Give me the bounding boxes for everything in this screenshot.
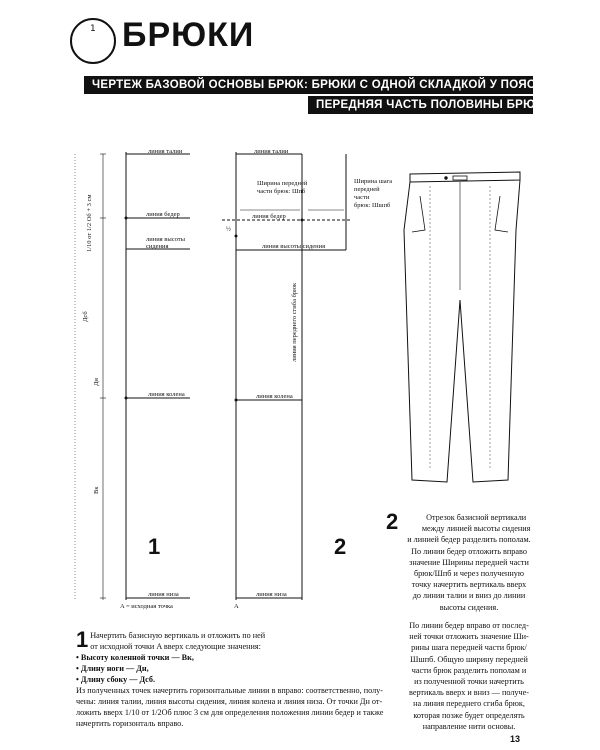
step2-line: вертикаль вверх и вниз — получе- <box>409 688 529 698</box>
d2-width-front-1: Ширина передней <box>257 180 308 187</box>
subtitle-bar-2: ПЕРЕДНЯЯ ЧАСТЬ ПОЛОВИНЫ БРЮК <box>308 96 533 114</box>
step2-line: рины шага передней части брюк/ <box>411 643 527 653</box>
step1-list <box>76 652 396 685</box>
d2-width-step-1: Ширина шага <box>354 178 393 185</box>
step1-intro-1: Начертить базисную вертикаль и отложить по ней <box>90 631 266 640</box>
step1-text <box>76 627 396 729</box>
d2-width-step-2: передней <box>354 186 380 193</box>
step2-line: между линией высоты сидения <box>421 524 531 534</box>
step2-line: направление нити основы. <box>422 721 516 731</box>
d2-hem-label: линия низа <box>256 591 287 598</box>
page-title: БРЮКИ <box>122 16 255 54</box>
d1-seat-label-1: линия высоты <box>146 236 185 243</box>
step2-line: Шшпб. Общую ширину передней <box>410 654 528 664</box>
d1-knee-label: линия колена <box>148 391 185 398</box>
list-item: • Длину ноги — Дн, <box>76 664 149 673</box>
step2-line: точку начертить вертикаль вверх <box>411 580 527 590</box>
step2-line: Отрезок базисной вертикали <box>426 513 527 522</box>
chapter-logo-number: 1 <box>90 24 96 34</box>
step2-line: значение Ширины передней части <box>409 557 529 567</box>
d1-hem-label: линия низа <box>148 591 179 598</box>
step2-line: и линией бедер разделить пополам. <box>407 535 531 545</box>
step2-paragraph-b <box>386 620 552 732</box>
step1-body-line: начертить горизонталь вправо. <box>76 719 184 728</box>
step2-line: По линии бедер вправо от послед- <box>409 621 529 630</box>
d1-dim-db: Дсб <box>82 311 89 322</box>
d1-waist-label: линия талии <box>148 148 183 155</box>
step1-number: 1 <box>76 627 89 652</box>
step1-body-line: ложить вверх 1/10 от 1/2Об плюс 3 см для определения положения линии бедер и также <box>76 708 384 717</box>
d1-seat-label-2: сидения <box>146 243 169 250</box>
step2-line: брюк/Шпб и через полученную <box>413 569 525 579</box>
d2-seat-label: линия высоты сидения <box>262 243 326 250</box>
d1-dim-dn: Дн <box>93 378 100 386</box>
d2-point-a: A <box>234 603 239 610</box>
step1-intro-2: от исходной точки A вверх следующие значения: <box>90 642 261 651</box>
d2-width-step-3: части <box>354 194 370 201</box>
d2-knee-label: линия колена <box>256 393 293 400</box>
step2-line: части брюк разделить пополам и <box>411 665 527 675</box>
d2-hip-label: линия бедер <box>252 213 286 220</box>
d1-dim-vk: Вк <box>93 486 100 494</box>
step2-line: По линии бедер отложить вправо <box>411 546 527 556</box>
subtitle-bar-1: ЧЕРТЕЖ БАЗОВОЙ ОСНОВЫ БРЮК: БРЮКИ С ОДНОЙ СКЛАДКОЙ У ПОЯСА – <box>84 76 533 94</box>
step2-line: до линии талии и вниз до линии <box>412 591 526 601</box>
drawing2-number: 2 <box>334 534 347 559</box>
step2-line: ней точки отложить значение Ши- <box>409 632 529 642</box>
drawing1-number: 1 <box>148 534 161 559</box>
step2-line: на линия переднего сгиба брюк, <box>413 699 525 709</box>
step2-line: высоты сидения. <box>439 602 499 612</box>
step2-line: из полученной точки начертить <box>414 677 524 687</box>
step2-line: которая позже будет определять <box>413 710 525 720</box>
d1-dim-top: 1/10 от 1/2 Об + 3 см <box>86 194 93 252</box>
d1-hip-label: линия бедер <box>146 211 180 218</box>
d2-half-mark: ½ <box>226 226 231 233</box>
page-number: 13 <box>510 734 521 744</box>
list-item: • Высоту коленной точки — Вк, <box>76 653 194 662</box>
step2-number: 2 <box>386 509 399 534</box>
d2-width-step-4: брюк: Шшпб <box>354 202 391 209</box>
d1-origin-label: A = исходная точка <box>120 603 173 610</box>
list-item: • Длину сбоку — Дсб. <box>76 675 156 684</box>
d2-waist-label: линия талии <box>254 148 289 155</box>
step2-paragraph-a <box>386 509 552 613</box>
step1-body-line: чены: линия талии, линия высоты сидения, линия колена и линия низа. От точки Дн от- <box>76 697 383 706</box>
d2-fold-label: линия переднего сгиба брюк <box>291 282 298 362</box>
d2-width-front-2: части брюк: Шпб <box>257 188 306 195</box>
step1-body-line: Из полученных точек начертить горизонтальные линии в вправо: соответственно, полу- <box>76 686 384 695</box>
